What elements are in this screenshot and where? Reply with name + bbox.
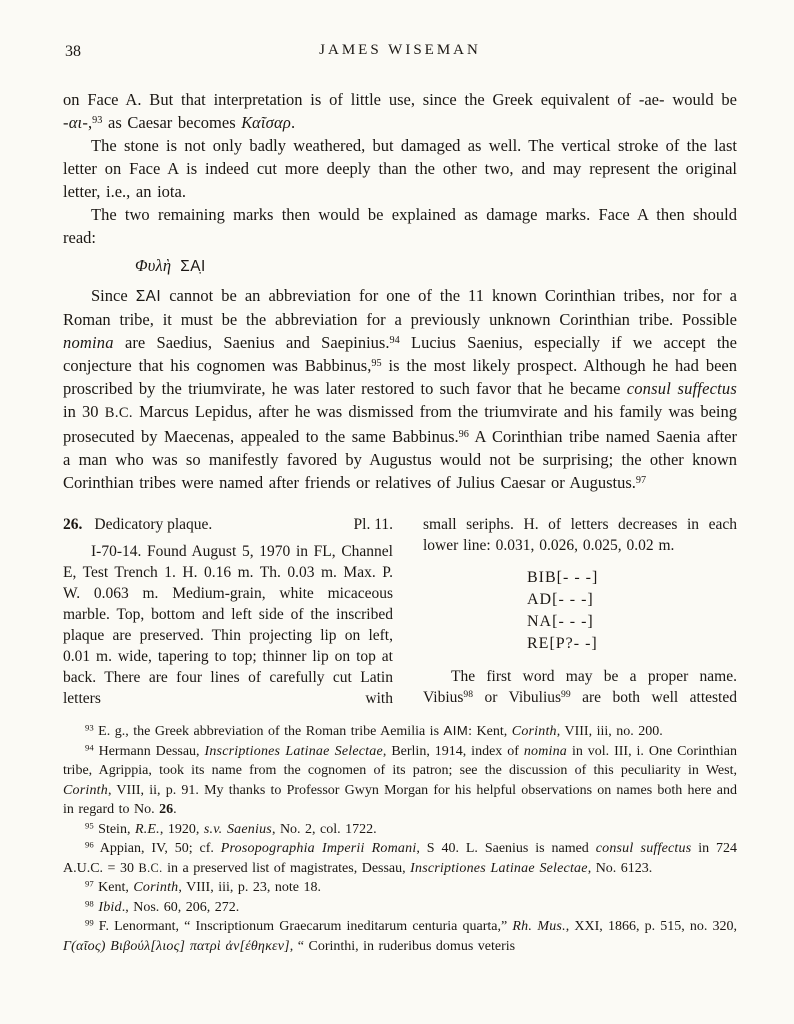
page-number: 38 — [65, 43, 81, 60]
footnote-text-96: Appian, IV, 50; cf. Prosopographia Imperii Romani, S 40. L. Saenius is named consul suffectus in 724 A.U.C. = 30 B.C. in a preserved list of magistrates, Dessau, Inscriptiones Latinae Selectae, No. 6123. — [63, 841, 738, 876]
catalog-right-column — [423, 514, 737, 709]
footnote-marker-96: 96 — [85, 839, 94, 850]
footnote-marker-94: 94 — [85, 742, 94, 753]
footnote-95 — [63, 820, 737, 840]
entry-number: 26. — [63, 516, 83, 533]
catalog-entry-26 — [63, 514, 737, 709]
footnote-99 — [63, 917, 737, 956]
entry-description-continued: small seriphs. H. of letters decreases in each lower line: 0.031, 0.026, 0.025, 0.02 m. — [423, 516, 737, 554]
paragraph-damage-marks: The two remaining marks then would be explained as damage marks. Face A then should read: — [63, 205, 737, 247]
inscription-block — [527, 567, 737, 655]
footnote-text-97: Kent, Corinth, VIII, iii, p. 23, note 18. — [93, 880, 321, 895]
catalog-left-column — [63, 514, 393, 709]
paragraph-sai-discussion: Since ΣΑΙ cannot be an abbreviation for one of the 11 known Corinthian tribes, nor for a Roman tribe, it must be the abbreviation for a previously unknown Corinthian tribe. Possible nomina are Saedius, Saenius and Saepinius.$^{94}$ Lucius Saenius, especially if we accept the conjecture that his cognomen was Babbinus,$^{95}$ is the most likely prospect. Although he had been proscribed by the triumvirate, he was later restored to such favor that he became consul suffectus in 30 B.C. Marcus Lepidus, after he was dismissed from the triumvirate and his family was being prosecuted by Maecenas, appealed to the same Babbinus.$^{96}$ A Corinthian tribe named Saenia after a man who was so manifestly favored by Augustus would not be surprising; the other known Corinthian tribes were named after friends or relatives of Julius Caesar or Augustus.$^{97}$ — [63, 286, 737, 492]
footnote-94 — [63, 742, 737, 820]
entry-heading — [63, 514, 393, 535]
footnote-marker-95: 95 — [85, 820, 94, 831]
paragraph-stone-condition: The stone is not only badly weathered, but damaged as well. The vertical stroke of the last letter on Face A is indeed cut more deeply than the other two, and may represent the original letter, i.e., an iota. — [63, 136, 737, 201]
entry-description: I-70-14. Found August 5, 1970 in FL, Channel E, Test Trench 1. H. 0.16 m. Th. 0.03 m. Max. P. W. 0.063 m. Medium-grain, white micaceous marble. Top, bottom and left side of the inscribed plaque are preserved. Thin projecting lip on left, 0.01 m. wide, tapering to top; thinner lip on top at back. There are four lines of carefully cut Latin letters with — [63, 543, 393, 707]
footnote-text-93: E. g., the Greek abbreviation of the Roman tribe Aemilia is AIM: Kent, Corinth, VIII, iii, no. 200. — [93, 723, 663, 739]
footnote-98 — [63, 898, 737, 918]
footnote-text-99: F. Lenormant, “ Inscriptionum Graecarum ineditarum centuria quarta,” Rh. Mus., XXI, 1866, p. 515, no. 320, Γ(αῖος) Βιβούλ[λιος] πατρὶ ἀν[έθηκεν], “ Corinthi, in ruderibus domus veteris — [63, 919, 737, 954]
footnote-marker-99: 99 — [85, 917, 94, 928]
footnote-text-95: Stein, R.E., 1920, s.v. Saenius, No. 2, col. 1722. — [93, 821, 377, 837]
footnote-marker-97: 97 — [85, 878, 94, 889]
entry-title: Dedicatory plaque. — [94, 516, 213, 533]
page-header — [63, 42, 737, 62]
footnote-96 — [63, 839, 737, 878]
inscription-line-2: AD[- - -] — [527, 591, 594, 608]
main-text — [63, 88, 737, 494]
inscription-line-4: RE[P?- -] — [527, 635, 598, 652]
greek-reading-line: Φυλὴ ΣΑΙ̣ — [135, 256, 206, 275]
running-head-author: JAMES WISEMAN — [319, 42, 481, 58]
plate-reference: Pl. 11. — [353, 516, 393, 533]
paragraph-face-a: on Face A. But that interpretation is of little use, since the Greek equivalent of -ae- would be -αι-,$^{93}$ as Caesar becomes Καῖσαρ. — [63, 90, 737, 132]
footnote-text-94: Hermann Dessau, Inscriptiones Latinae Selectae, Berlin, 1914, index of nomina in vol. III, i. One Corinthian tribe, Agrippia, took its name from the cognomen of its patron; see the discussion of this peculiarity in West, Corinth, VIII, ii, p. 91. My thanks to Professor Gwyn Morgan for his helpful observations on names both here and in regard to No. 26. — [63, 743, 737, 817]
inscription-line-3: NA[- - -] — [527, 613, 594, 630]
footnote-marker-98: 98 — [85, 898, 94, 909]
entry-commentary: The first word may be a proper name. Vibius$^{98}$ or Vibulius$^{99}$ are both well attested — [423, 668, 737, 706]
inscription-line-1: BIB[- - -] — [527, 569, 599, 586]
footnote-marker-93: 93 — [85, 722, 94, 733]
footnote-93 — [63, 721, 737, 742]
footnote-text-98: Ibid., Nos. 60, 206, 272. — [93, 899, 240, 915]
footnote-97 — [63, 878, 737, 898]
footnotes-section — [63, 721, 737, 956]
